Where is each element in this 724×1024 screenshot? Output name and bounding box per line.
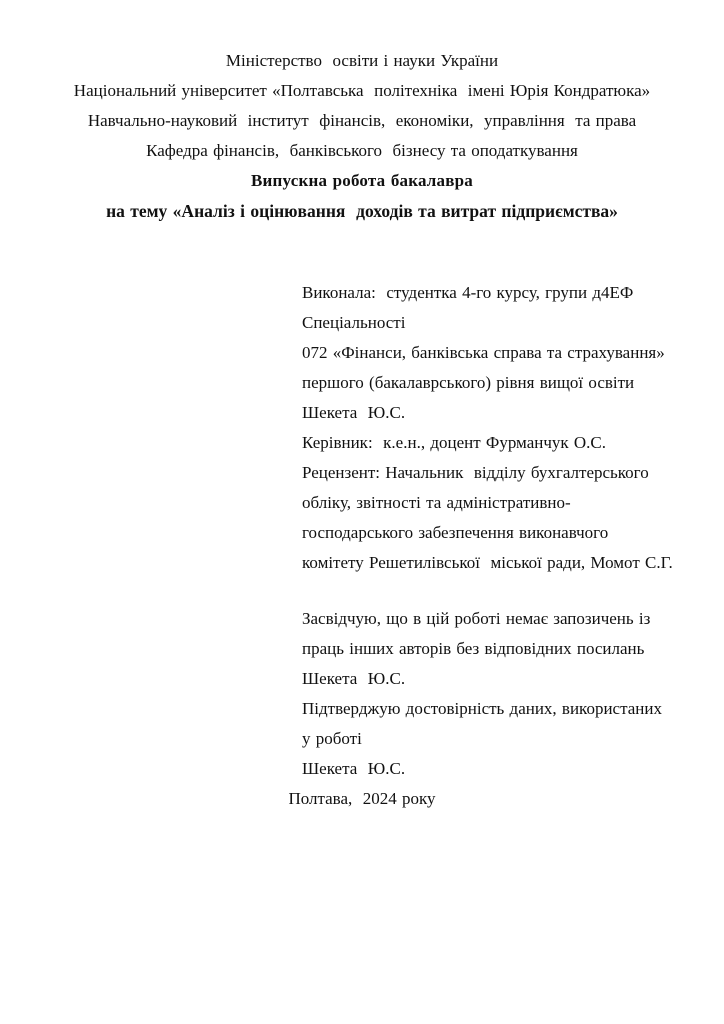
details-line: 072 «Фінанси, банківська справа та страхування» — [302, 343, 665, 362]
originality-declaration — [302, 604, 724, 784]
details-line: Виконала: студентка 4-го курсу, групи д4ЕФ — [302, 283, 634, 302]
thesis-topic: на тему «Аналіз і оцінювання доходів та витрат підприємства» — [106, 201, 618, 221]
author-and-supervisor-details — [302, 278, 724, 578]
thesis-title: Випускна робота бакалавра — [251, 171, 473, 190]
declaration-line: Шекета Ю.С. — [302, 669, 406, 688]
city-year-footer: Полтава, 2024 року — [288, 789, 436, 808]
university-header — [0, 46, 724, 166]
header-university-line: Національний університет «Полтавська політехніка імені Юрія Кондратюка» — [73, 81, 651, 100]
details-line: Керівник: к.е.н., доцент Фурманчук О.С. — [302, 433, 607, 452]
details-line: Шекета Ю.С. — [302, 403, 406, 422]
details-line: господарського забезпечення виконавчого — [302, 523, 609, 542]
declaration-line: у роботі — [302, 729, 362, 748]
declaration-line: Підтверджую достовірність даних, використаних — [302, 699, 662, 718]
details-line: обліку, звітності та адміністративно- — [302, 493, 571, 512]
declaration-line: Засвідчую, що в цій роботі немає запозичень із — [302, 609, 651, 628]
declaration-line: праць інших авторів без відповідних посилань — [302, 639, 645, 658]
header-ministry-line: Міністерство освіти і науки України — [225, 51, 499, 70]
declaration-line: Шекета Ю.С. — [302, 759, 406, 778]
details-line: Спеціальності — [302, 313, 406, 332]
details-line: першого (бакалаврського) рівня вищої освіти — [302, 373, 635, 392]
details-line: комітету Решетилівської міської ради, Момот С.Г. — [302, 553, 673, 572]
header-institute-line: Навчально-науковий інститут фінансів, економіки, управління та права — [87, 111, 637, 130]
details-line: Рецензент: Начальник відділу бухгалтерського — [302, 463, 649, 482]
header-department-line: Кафедра фінансів, банківського бізнесу та оподаткування — [146, 141, 578, 160]
